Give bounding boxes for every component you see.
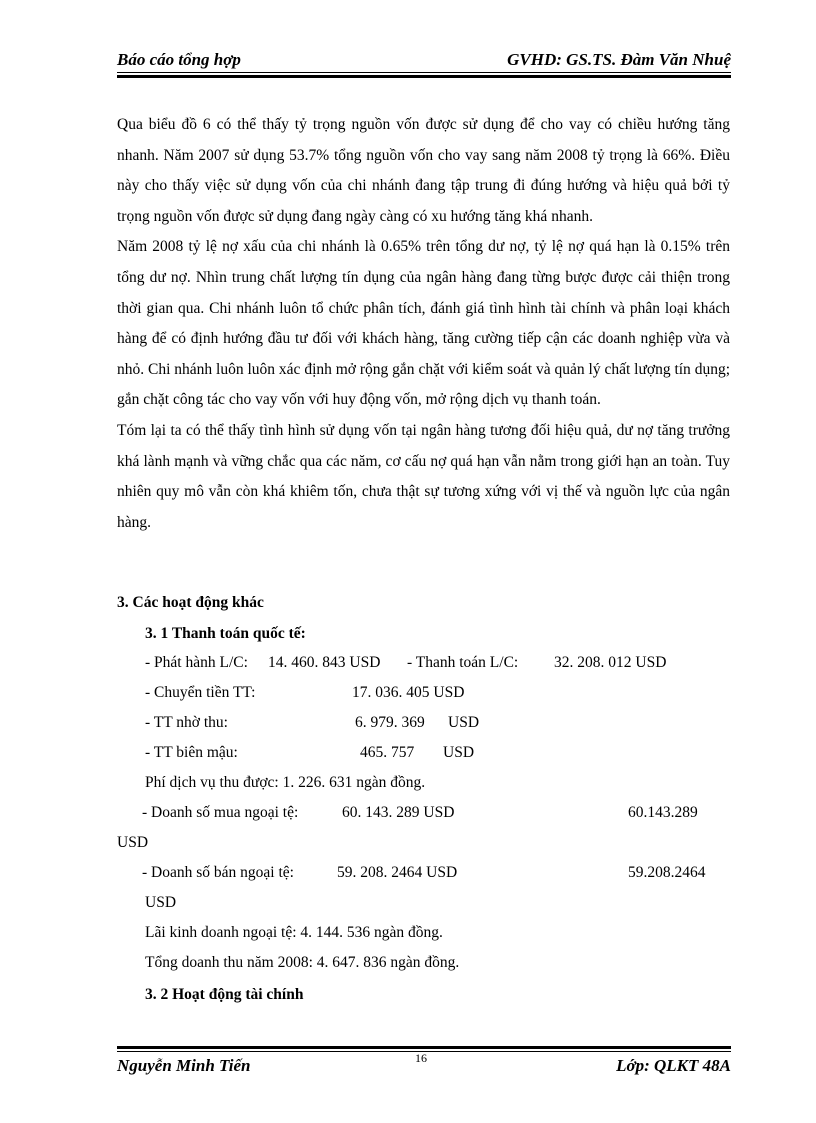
fx-sell-label: - Doanh số bán ngoại tệ: <box>142 864 294 881</box>
page-footer <box>117 1046 731 1076</box>
fx-buy-value-right: 60.143.289 <box>628 804 698 821</box>
header-rule-thin <box>117 72 731 73</box>
subsection-financial-activities: 3. 2 Hoạt động tài chính <box>145 986 304 1003</box>
page-number: 16 <box>415 1051 427 1065</box>
collection-label: - TT nhờ thu: <box>145 714 228 731</box>
subsection-international-payment: 3. 1 Thanh toán quốc tế: <box>145 625 306 642</box>
total-revenue: Tổng doanh thu năm 2008: 4. 647. 836 ngàn đồng. <box>145 954 460 971</box>
transfer-label: - Chuyển tiền TT: <box>145 684 256 701</box>
fx-profit: Lãi kinh doanh ngoại tệ: 4. 144. 536 ngàn đồng. <box>145 924 443 941</box>
lc-payment-value: 32. 208. 012 USD <box>554 654 667 671</box>
page-header <box>117 48 731 74</box>
collection-value: 6. 979. 369 <box>355 714 425 731</box>
section-heading: 3. Các hoạt động khác <box>117 594 264 611</box>
footer-class: Lớp: QLKT 48A <box>616 1056 731 1075</box>
footer-rule-thick <box>117 1046 731 1049</box>
fx-buy-unit: USD <box>117 834 149 851</box>
border-trade-label: - TT biên mậu: <box>145 744 238 761</box>
paragraph-summary: Tóm lại ta có thể thấy tình hình sử dụng vốn tại ngân hàng tương đối hiệu quả, dư nợ tăng trưởng khá lành mạnh và vững chắc qua các năm, cơ cấu nợ quá hạn vẫn nằm trong giới hạn an toàn. Tuy nhiên quy mô vẫn còn khá khiêm tốn, chưa thật sự tương xứng với vị thế và nguồn lực của ngân hàng. <box>117 421 730 531</box>
header-supervisor: GVHD: GS.TS. Đàm Văn Nhuệ <box>507 50 731 69</box>
transfer-value: 17. 036. 405 USD <box>352 684 465 701</box>
border-trade-unit: USD <box>443 744 475 761</box>
fx-sell-value-right: 59.208.2464 <box>628 864 706 881</box>
paragraph-chart-analysis: Qua biểu đồ 6 có thể thấy tỷ trọng nguồn vốn được sử dụng để cho vay có chiều hướng tăng nhanh. Năm 2007 sử dụng 53.7% tổng nguồn vốn cho vay sang năm 2008 tỷ trọng là 66%. Điều này cho thấy việc sử dụng vốn của chi nhánh đang tập trung đi đúng hướng và hiệu quả bởi tỷ trọng nguồn vốn được sử dụng đang ngày càng có xu hướng tăng khá nhanh. <box>117 116 730 225</box>
lc-issue-value: 14. 460. 843 USD <box>268 654 381 671</box>
body-text <box>117 110 730 538</box>
service-fee: Phí dịch vụ thu được: 1. 226. 631 ngàn đồng. <box>145 774 426 791</box>
border-trade-value: 465. 757 <box>360 744 415 761</box>
fx-buy-label: - Doanh số mua ngoại tệ: <box>142 804 299 821</box>
header-title: Báo cáo tổng hợp <box>117 50 241 69</box>
paragraph-credit-quality: Năm 2008 tỷ lệ nợ xấu của chi nhánh là 0.65% trên tổng dư nợ, tỷ lệ nợ quá hạn là 0.15% trên tổng dư nợ. Nhìn trung chất lượng tín dụng của ngân hàng đang từng bược được cải thiện trong thời gian qua. Chi nhánh luôn tổ chức phân tích, đánh giá tình hình tài chính và phân loại khách hàng để có định hướng đầu tư đối với khách hàng, tăng cường tiếp cận các doanh nghiệp vừa và nhỏ. Chi nhánh luôn luôn xác định mở rộng gắn chặt với kiểm soát và quản lý chất lượng tín dụng; gắn chặt công tác cho vay vốn với huy động vốn, mở rộng dịch vụ thanh toán. <box>117 238 730 409</box>
collection-unit: USD <box>448 714 480 731</box>
footer-author: Nguyễn Minh Tiến <box>117 1056 251 1075</box>
lc-issue-label: - Phát hành L/C: <box>145 654 248 671</box>
fx-sell-unit: USD <box>145 894 177 911</box>
lc-payment-label: - Thanh toán L/C: <box>407 654 519 671</box>
fx-sell-value: 59. 208. 2464 USD <box>337 864 458 881</box>
header-rule-thick <box>117 75 731 78</box>
fx-buy-value: 60. 143. 289 USD <box>342 804 455 821</box>
